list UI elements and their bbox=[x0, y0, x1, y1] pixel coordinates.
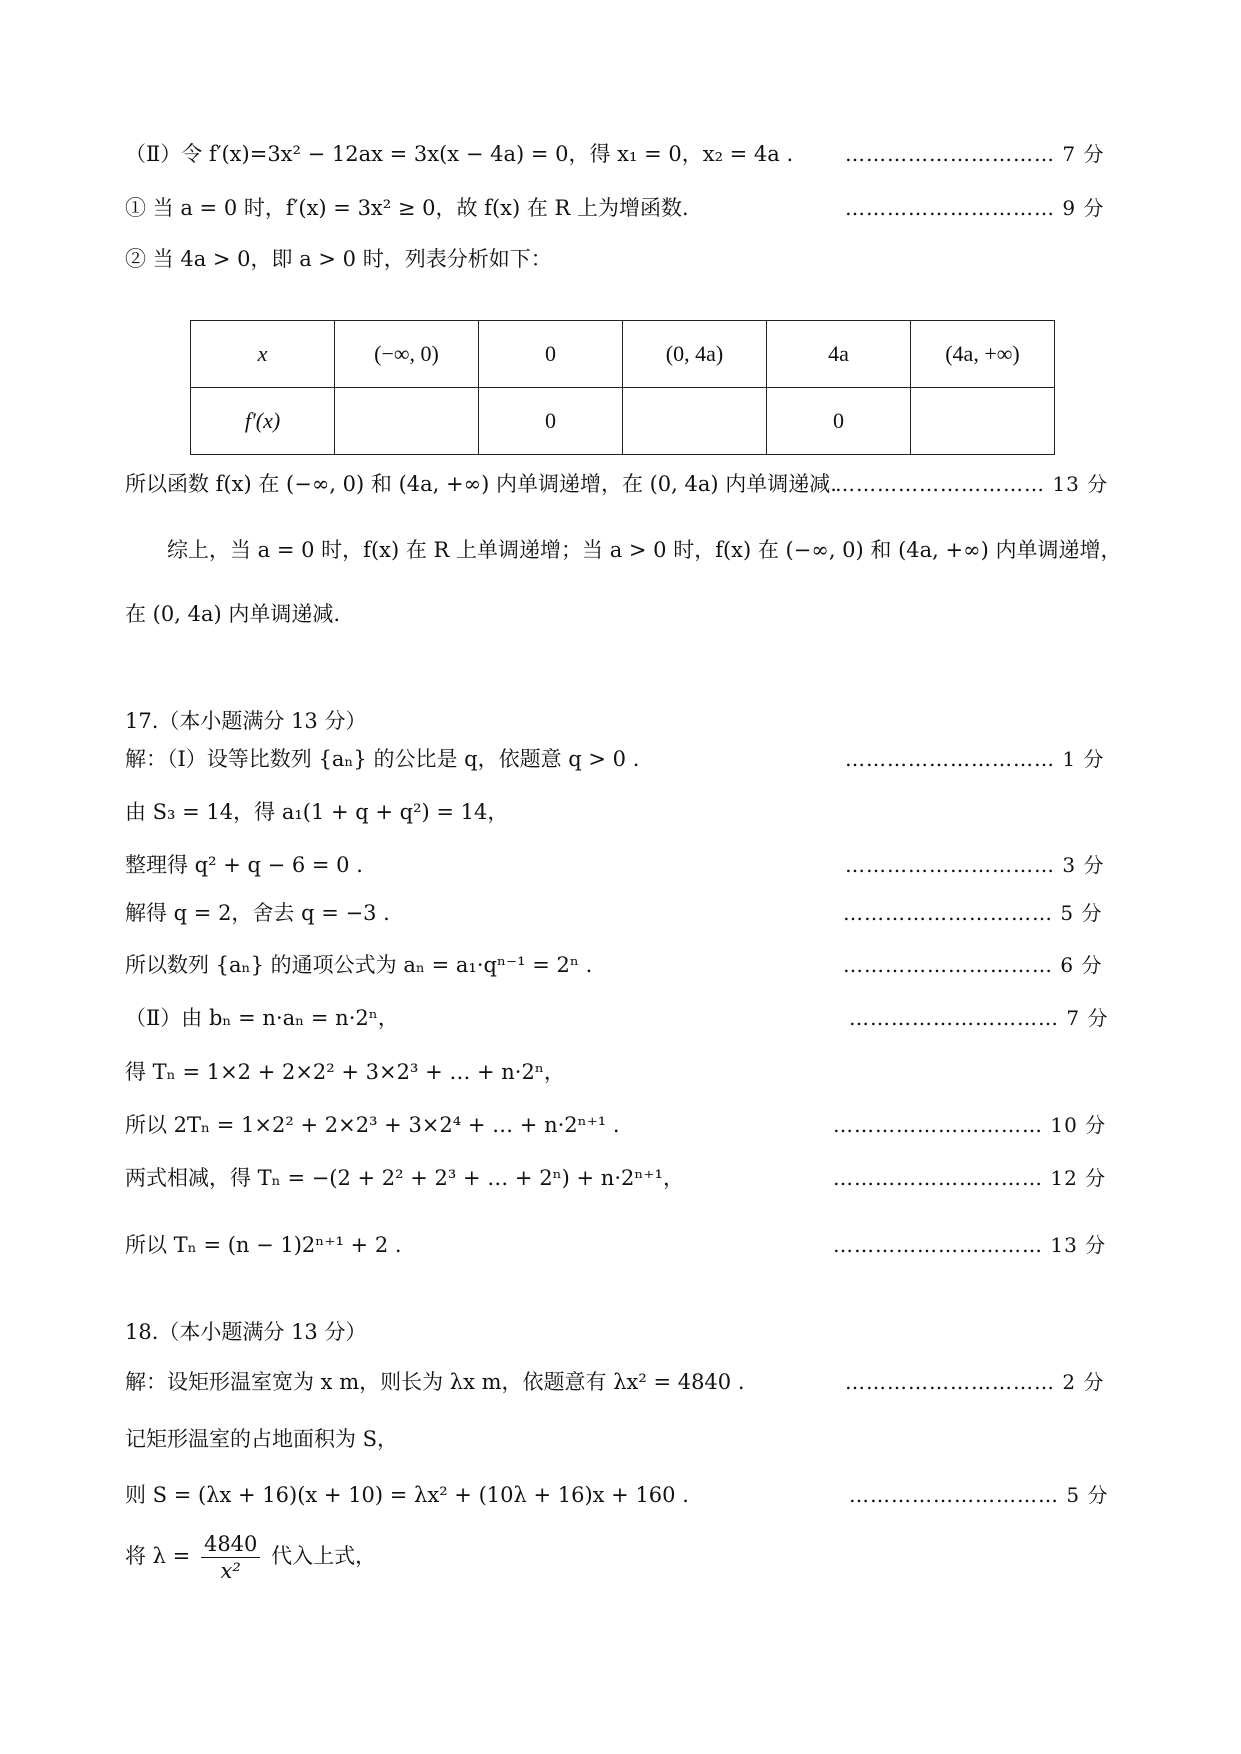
s17-line-6: （Ⅱ）由 bₙ = n·aₙ = n·2ⁿ， bbox=[125, 1006, 399, 1030]
score-13: ………………………… 13 分 bbox=[835, 472, 1109, 496]
s17-line-1: 解：（Ⅰ）设等比数列 {aₙ} 的公比是 q，依题意 q > 0 . bbox=[125, 747, 640, 771]
s17-line-8: 所以 2Tₙ = 1×2² + 2×2³ + 3×2⁴ + … + n·2ⁿ⁺¹ . bbox=[125, 1113, 620, 1137]
table-row bbox=[191, 388, 1055, 455]
summary-line-1: 综上，当 a = 0 时，f(x) 在 R 上单调递增；当 a > 0 时，f(x) 在 (−∞, 0) 和 (4a, +∞) 内单调递增， bbox=[167, 538, 1122, 562]
score-7: ………………………… 7 分 bbox=[845, 142, 1105, 166]
table-cell: 0 bbox=[479, 388, 623, 455]
fraction-numerator: 4840 bbox=[201, 1531, 260, 1558]
s17-line-5: 所以数列 {aₙ} 的通项公式为 aₙ = a₁·qⁿ⁻¹ = 2ⁿ . bbox=[125, 953, 593, 977]
table-cell: 0 bbox=[767, 388, 911, 455]
table-cell bbox=[623, 388, 767, 455]
part2-equation: （Ⅱ）令 f′(x)=3x² − 12ax = 3x(x − 4a) = 0，得 x₁ = 0，x₂ = 4a . bbox=[125, 142, 794, 166]
score-5b: ………………………… 5 分 bbox=[849, 1483, 1109, 1507]
score-3: ………………………… 3 分 bbox=[845, 853, 1105, 877]
s18-line-2: 记矩形温室的占地面积为 S， bbox=[125, 1427, 399, 1451]
table-cell bbox=[911, 388, 1055, 455]
s18-line-3: 则 S = (λx + 16)(x + 10) = λx² + (10λ + 16)x + 160 . bbox=[125, 1483, 689, 1507]
table-cell: (0, 4a) bbox=[623, 321, 767, 388]
table-cell: 0 bbox=[479, 321, 623, 388]
score-13b: ………………………… 13 分 bbox=[833, 1233, 1107, 1257]
table-cell: (−∞, 0) bbox=[335, 321, 479, 388]
fraction-denominator: x² bbox=[220, 1559, 241, 1583]
summary-line-2: 在 (0, 4a) 内单调递减. bbox=[125, 602, 341, 626]
table-cell: x bbox=[191, 321, 335, 388]
table-cell: 4a bbox=[767, 321, 911, 388]
section17-heading: 17.（本小题满分 13 分） bbox=[125, 709, 367, 733]
section18-heading: 18.（本小题满分 13 分） bbox=[125, 1320, 367, 1344]
lambda-fraction bbox=[201, 1531, 260, 1584]
s18-line-1: 解：设矩形温室宽为 x m，则长为 λx m，依题意有 λx² = 4840 . bbox=[125, 1370, 745, 1394]
score-12: ………………………… 12 分 bbox=[833, 1166, 1107, 1190]
s17-line-9: 两式相减，得 Tₙ = −(2 + 2² + 2³ + … + 2ⁿ) + n·2ⁿ⁺¹， bbox=[125, 1166, 684, 1190]
s17-line-7: 得 Tₙ = 1×2 + 2×2² + 3×2³ + … + n·2ⁿ， bbox=[125, 1060, 565, 1084]
table-row bbox=[191, 321, 1055, 388]
table-cell: (4a, +∞) bbox=[911, 321, 1055, 388]
monotonicity-table bbox=[190, 320, 1055, 455]
score-9: ………………………… 9 分 bbox=[845, 196, 1105, 220]
score-10: ………………………… 10 分 bbox=[833, 1113, 1107, 1137]
score-5: ………………………… 5 分 bbox=[843, 901, 1103, 925]
s17-line-10: 所以 Tₙ = (n − 1)2ⁿ⁺¹ + 2 . bbox=[125, 1233, 402, 1257]
conclusion-line: 所以函数 f(x) 在 (−∞, 0) 和 (4a, +∞) 内单调递增，在 (0, 4a) 内单调递减. bbox=[125, 472, 837, 496]
score-1: ………………………… 1 分 bbox=[845, 747, 1105, 771]
score-2: ………………………… 2 分 bbox=[845, 1370, 1105, 1394]
s17-line-4: 解得 q = 2，舍去 q = −3 . bbox=[125, 901, 390, 925]
substitute-text: 代入上式， bbox=[271, 1544, 377, 1568]
score-7b: ………………………… 7 分 bbox=[849, 1006, 1109, 1030]
s17-line-3: 整理得 q² + q − 6 = 0 . bbox=[125, 853, 363, 877]
case2-line: ② 当 4a > 0，即 a > 0 时，列表分析如下： bbox=[125, 247, 552, 271]
table-cell bbox=[335, 388, 479, 455]
case1-line: ① 当 a = 0 时，f′(x) = 3x² ≥ 0，故 f(x) 在 R 上为增函数. bbox=[125, 196, 689, 220]
s17-line-2: 由 S₃ = 14，得 a₁(1 + q + q²) = 14， bbox=[125, 800, 509, 824]
score-6: ………………………… 6 分 bbox=[843, 953, 1103, 977]
s18-line-4 bbox=[125, 1528, 376, 1584]
table-cell: f′(x) bbox=[191, 388, 335, 455]
lambda-prefix: 将 λ = bbox=[125, 1544, 191, 1568]
